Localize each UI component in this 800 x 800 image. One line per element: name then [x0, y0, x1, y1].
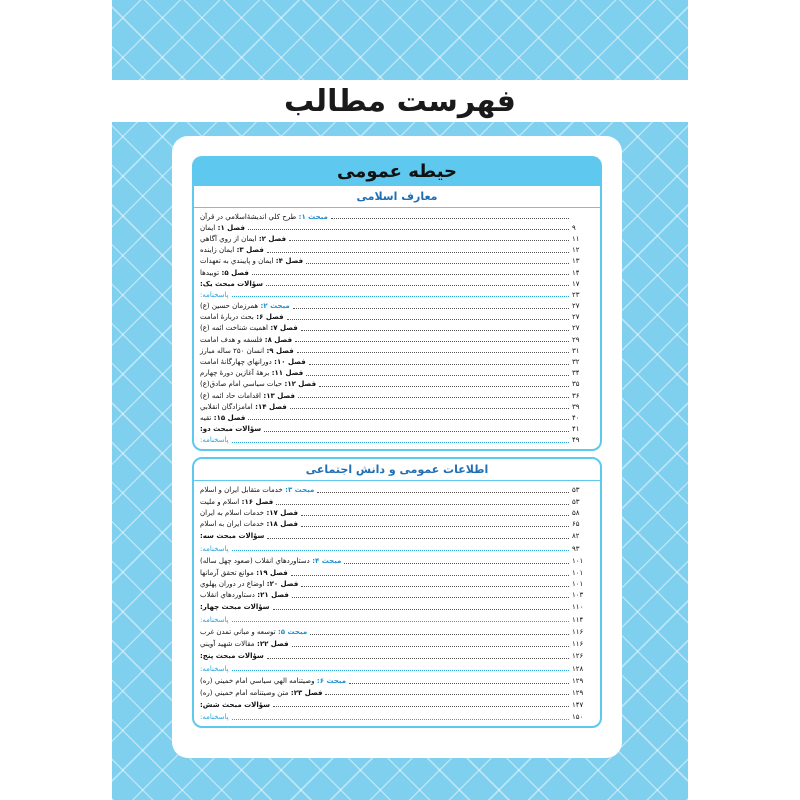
toc-entry-label [200, 569, 288, 577]
dot-leader [295, 337, 569, 342]
toc-entry-prefix: فصل ۸: [262, 335, 293, 344]
toc-row-item [200, 519, 594, 530]
toc-entry-prefix: فصل ۲۲: [254, 640, 289, 649]
toc-row-item [200, 356, 594, 367]
toc-row-item [200, 568, 594, 579]
toc-entry-prefix: فصل ۱۴: [252, 402, 287, 411]
section-islamic-studies [192, 186, 602, 451]
toc-page-number: ۹۳ [572, 544, 580, 553]
toc-entry-label [200, 628, 307, 636]
section-header [194, 459, 600, 481]
toc-entry-label [200, 291, 229, 299]
toc-page-number: ۴۱ [572, 425, 580, 434]
toc-entry-prefix: فصل ۳: [234, 246, 264, 255]
toc-entry-text: اسلام و مليت [200, 498, 240, 507]
toc-entry-text: خدمات اسلام به ايران [200, 509, 265, 518]
toc-row-answer [200, 662, 594, 675]
toc-entry-label [200, 652, 264, 660]
section-title: معارف اسلامی [356, 190, 438, 203]
dot-leader [292, 593, 569, 598]
dot-leader [298, 393, 569, 398]
toc-page-number: ۳۶ [572, 391, 580, 400]
toc-page-number: ۲۹ [572, 335, 580, 344]
toc-row-chapter [200, 484, 594, 497]
toc-page-number: ۱۲ [572, 246, 580, 255]
dot-leader [290, 404, 569, 409]
toc-entry-text: برهۀ آغازين دورۀ چهارم [200, 369, 270, 378]
toc-entry-text: دورانهاي چهارگانۀ امامت [200, 358, 272, 367]
toc-entry-text: توسعه و مباني تمدن غرب [200, 628, 276, 637]
toc-entry-text: دستاوردهاي انقلاب [200, 591, 255, 600]
toc-entry-text: متن وصيتنامه امام خميني (ره) [200, 688, 289, 697]
toc-entry-label [200, 677, 346, 685]
dot-leader [276, 500, 569, 505]
dot-leader [301, 582, 569, 587]
toc-entry-prefix: فصل ۲۳: [288, 688, 323, 697]
toc-entry-text: سؤالات مبحث چهار: [200, 603, 270, 612]
toc-entry-label [200, 436, 229, 444]
toc-row-questions [200, 424, 594, 435]
toc-entry-text: ايمان زاينده [200, 246, 235, 255]
toc-entry-label [200, 509, 298, 517]
dot-leader [232, 715, 569, 720]
toc-page-number: ۴۹ [572, 436, 580, 445]
toc-entry-prefix: فصل ۱۳: [260, 391, 295, 400]
toc-row-item [200, 639, 594, 650]
toc-entry-label [200, 280, 263, 288]
toc-entry-label [200, 313, 284, 321]
dot-leader [301, 326, 569, 331]
toc-row-chapter [200, 675, 594, 688]
toc-entry-label [200, 520, 298, 528]
toc-entry-label [200, 498, 273, 506]
dot-leader [232, 438, 569, 443]
toc-entry-label [200, 392, 295, 400]
toc-entry-label [200, 486, 314, 494]
dot-leader [301, 511, 569, 516]
toc-entry-prefix: مبحث ۱: [296, 212, 328, 221]
toc-row-item [200, 687, 594, 698]
toc-entry-label [200, 347, 294, 355]
section-title: اطلاعات عمومی و دانش اجتماعی [305, 462, 489, 476]
dot-leader [252, 270, 569, 275]
toc-entry-prefix: فصل ۱۲: [282, 380, 317, 389]
dot-leader [248, 225, 569, 230]
toc-entry-text: اهميت شناخت ائمه (ع) [200, 324, 268, 333]
toc-entry-text: پاسخنامه: [200, 436, 229, 445]
toc-row-answer [200, 435, 594, 446]
toc-page-number: ۱۱۶ [572, 640, 584, 649]
toc-page-number: ۲۳ [572, 290, 580, 299]
page-title: فهرست مطالب [284, 83, 516, 119]
toc-entry-label [200, 224, 245, 232]
toc-page-number: ۴۰ [572, 413, 580, 422]
toc-entry-label [200, 324, 298, 332]
toc-entry-text: سؤالات مبحث دو: [200, 425, 262, 434]
dot-leader [287, 315, 569, 320]
section-general-knowledge [192, 457, 602, 729]
toc-entry-label [200, 403, 287, 411]
toc-row-item [200, 345, 594, 356]
toc-entry-label [200, 380, 316, 388]
toc-entry-label [200, 701, 270, 709]
toc-entry-prefix: فصل ۱۰: [271, 358, 306, 367]
dot-leader [232, 292, 569, 297]
toc-entry-prefix: فصل ۱۹: [253, 569, 288, 578]
toc-entry-text: خدمات ايران به اسلام [200, 520, 265, 529]
toc-entry-label [200, 713, 229, 721]
contents-inner [192, 156, 602, 748]
toc-row-item [200, 312, 594, 323]
toc-entry-label [200, 235, 286, 243]
toc-page-number: ۵۳ [572, 498, 580, 507]
dot-leader [309, 360, 569, 365]
toc-entry-text: پاسخنامه: [200, 290, 229, 299]
toc-entry-text: سؤالات مبحث سه: [200, 532, 265, 541]
dot-leader [297, 348, 569, 353]
toc-row-item [200, 579, 594, 590]
toc-row-questions [200, 601, 594, 614]
toc-entry-label [200, 557, 341, 565]
toc-entry-text: اوضاع در دوران پهلوي [200, 580, 265, 589]
dot-leader [292, 642, 569, 647]
toc-entry-text: دستاوردهاي انقلاب (صعود چهل ساله) [200, 557, 310, 566]
domain-header [192, 156, 602, 186]
toc-entry-text: ايمان و پايبندي به تعهدات [200, 257, 274, 266]
toc-entry-text: بحث دربارۀ امامت [200, 313, 254, 322]
toc-entry-text: امامزادگان انقلابي [200, 402, 253, 411]
toc-page-number: ۱۱۴ [572, 615, 584, 624]
toc-entry-text: خدمات متقابل ايران و اسلام [200, 486, 283, 495]
toc-entry-prefix: فصل ۱۷: [264, 509, 298, 518]
toc-entry-label [200, 580, 298, 588]
toc-list [194, 208, 600, 446]
toc-row-chapter [200, 211, 594, 222]
toc-entry-text: سؤالات مبحث شش: [200, 700, 271, 709]
toc-page-number: ۱۵۰ [572, 713, 584, 722]
toc-entry-label [200, 545, 229, 553]
toc-entry-prefix: فصل ۷: [268, 324, 298, 333]
toc-entry-prefix: فصل ۱: [215, 223, 245, 232]
toc-page-number: ۱۴۷ [572, 700, 584, 709]
toc-row-item [200, 256, 594, 267]
toc-row-item [200, 379, 594, 390]
toc-page-number: ۱۰۱ [572, 557, 584, 566]
toc-entry-text: طرح کلي انديشۀاسلامي در قرآن [200, 212, 297, 221]
toc-page-number: ۸۲ [572, 532, 580, 541]
toc-row-questions [200, 650, 594, 663]
dot-leader [306, 259, 569, 264]
toc-entry-label [200, 414, 245, 422]
toc-entry-prefix: فصل ۱۱: [269, 369, 304, 378]
toc-entry-text: پاسخنامه: [200, 713, 229, 722]
toc-entry-text: پاسخنامه: [200, 615, 229, 624]
toc-row-item [200, 222, 594, 233]
toc-page-number: ۱۴ [572, 268, 580, 277]
toc-entry-prefix: فصل ۶: [253, 313, 284, 322]
toc-row-item [200, 233, 594, 244]
toc-row-chapter [200, 626, 594, 639]
toc-row-questions [200, 530, 594, 543]
toc-page-number: ۱۲۹ [572, 677, 584, 685]
toc-entry-prefix: مبحث ۵: [275, 628, 308, 637]
toc-entry-text: تقيه [200, 413, 212, 422]
toc-row-item [200, 412, 594, 423]
dot-leader [248, 415, 569, 420]
toc-entry-text: پاسخنامه: [200, 544, 229, 553]
toc-row-chapter [200, 555, 594, 568]
toc-entry-text: پاسخنامه: [200, 664, 229, 673]
dot-leader [232, 666, 569, 671]
toc-entry-text: موانع تحقق آرمانها [200, 569, 254, 578]
toc-page-number: ۲۷ [572, 313, 580, 322]
toc-page-number: ۹ [572, 223, 576, 232]
toc-entry-label [200, 269, 249, 277]
dot-leader [301, 522, 569, 527]
toc-row-item [200, 245, 594, 256]
dot-leader [349, 679, 569, 684]
title-band [112, 80, 688, 122]
toc-row-item [200, 323, 594, 334]
toc-row-answer [200, 289, 594, 300]
toc-entry-prefix: فصل ۱۸: [264, 520, 298, 529]
toc-page-number: ۵۸ [572, 509, 580, 518]
toc-page-number: ۳۹ [572, 402, 580, 411]
toc-entry-label [200, 358, 306, 366]
toc-entry-label [200, 640, 289, 648]
dot-leader [267, 534, 569, 539]
toc-entry-text: ايمان [200, 223, 216, 232]
toc-entry-prefix: فصل ۲۰: [264, 580, 299, 589]
toc-entry-text: انسان ۲۵۰ ساله مبارز [200, 346, 265, 355]
toc-entry-text: سؤالات مبحث يک: [200, 279, 264, 288]
toc-entry-label [200, 665, 229, 673]
toc-row-item [200, 590, 594, 601]
dot-leader [344, 559, 569, 564]
toc-page-number: ۶۵ [572, 520, 580, 529]
toc-row-answer [200, 711, 594, 724]
toc-entry-prefix: فصل ۲۱: [254, 591, 289, 600]
toc-entry-text: فلسفه و هدف امامت [200, 335, 263, 344]
toc-entry-label [200, 591, 289, 599]
section-header [194, 186, 600, 208]
toc-row-questions [200, 698, 594, 711]
toc-entry-text: مقالات شهيد آويني [200, 640, 255, 649]
toc-page-number: ۱۲۶ [572, 652, 584, 660]
toc-page-number: ۱۰۳ [572, 591, 584, 600]
toc-page-number: ۱۲۸ [572, 664, 584, 673]
toc-page-number: ۱۷ [572, 279, 580, 288]
toc-entry-label [200, 689, 322, 697]
domain-title: حیطه عمومی [336, 160, 458, 182]
toc-entry-prefix: فصل ۲: [256, 234, 287, 243]
toc-page-number: ۱۳ [572, 257, 580, 266]
toc-page-number: ۲۷ [572, 302, 580, 311]
toc-page-number: ۱۱۰ [572, 603, 584, 612]
dot-leader [266, 281, 569, 286]
toc-entry-prefix: فصل ۹: [264, 346, 294, 355]
dot-leader [319, 382, 569, 387]
toc-row-item [200, 401, 594, 412]
dot-leader [291, 571, 569, 576]
toc-entry-prefix: فصل ۱۶: [239, 498, 274, 507]
dot-leader [267, 248, 569, 253]
toc-entry-text: همرزمان حسين (ع) [200, 302, 259, 311]
toc-page-number: ۵۳ [572, 486, 580, 495]
toc-page-number: ۱۰۱ [572, 569, 584, 578]
toc-entry-label [200, 425, 261, 433]
toc-row-item [200, 508, 594, 519]
toc-page-number: ۳۴ [572, 369, 580, 378]
toc-entry-prefix: فصل ۱۵: [211, 413, 246, 422]
toc-entry-label [200, 257, 303, 265]
toc-entry-text: حيات سياسي امام صادق(ع) [200, 380, 283, 389]
toc-entry-label [200, 532, 264, 540]
toc-row-item [200, 496, 594, 507]
toc-row-chapter [200, 301, 594, 312]
toc-entry-label [200, 336, 292, 344]
toc-row-answer [200, 614, 594, 627]
toc-entry-text: وصيتنامه الهي سياسي امام خميني (ره) [200, 677, 315, 685]
toc-entry-label [200, 302, 290, 310]
toc-entry-prefix: مبحث ۶: [314, 677, 347, 685]
toc-entry-label [200, 616, 229, 624]
toc-page-number: ۳۱ [572, 346, 580, 355]
toc-page-number: ۱۲۹ [572, 688, 584, 697]
dot-leader [325, 690, 569, 695]
dot-leader [267, 654, 569, 659]
toc-row-item [200, 334, 594, 345]
dot-leader [273, 605, 569, 610]
toc-row-item [200, 390, 594, 401]
toc-page-number: ۳۵ [572, 380, 580, 389]
dot-leader [293, 304, 569, 309]
toc-entry-label [200, 369, 303, 377]
toc-page-number: ۱۱ [572, 234, 580, 243]
dot-leader [306, 371, 569, 376]
toc-entry-prefix: مبحث ۳: [282, 486, 315, 495]
toc-page-number: ۱۰۱ [572, 580, 584, 589]
toc-entry-label [200, 603, 270, 611]
toc-entry-prefix: فصل ۵: [219, 268, 249, 277]
dot-leader [232, 617, 569, 622]
toc-list [194, 481, 600, 724]
toc-entry-prefix: مبحث ۲: [258, 302, 290, 311]
dot-leader [289, 236, 569, 241]
toc-entry-text: توبيدها [200, 268, 220, 277]
dot-leader [310, 630, 569, 635]
toc-entry-text: ايمان از روي آگاهي [200, 234, 257, 243]
toc-row-item [200, 267, 594, 278]
toc-row-answer [200, 543, 594, 556]
dot-leader [232, 546, 569, 551]
toc-entry-prefix: مبحث ۴: [309, 557, 342, 566]
dot-leader [264, 427, 569, 432]
dot-leader [317, 488, 569, 493]
toc-page-number: ۱۱۶ [572, 628, 584, 637]
toc-page-number: ۲۷ [572, 324, 580, 333]
toc-entry-text: اقدامات حاد ائمه (ع) [200, 391, 261, 400]
contents-card [172, 136, 622, 758]
toc-entry-label [200, 246, 264, 254]
dot-leader [331, 214, 569, 219]
toc-entry-prefix: فصل ۴: [273, 257, 304, 266]
toc-page-number: ۳۲ [572, 358, 580, 367]
toc-entry-text: سؤالات مبحث پنج: [200, 652, 264, 660]
toc-entry-label [200, 213, 328, 221]
dot-leader [273, 702, 569, 707]
toc-row-questions [200, 278, 594, 289]
toc-row-item [200, 368, 594, 379]
